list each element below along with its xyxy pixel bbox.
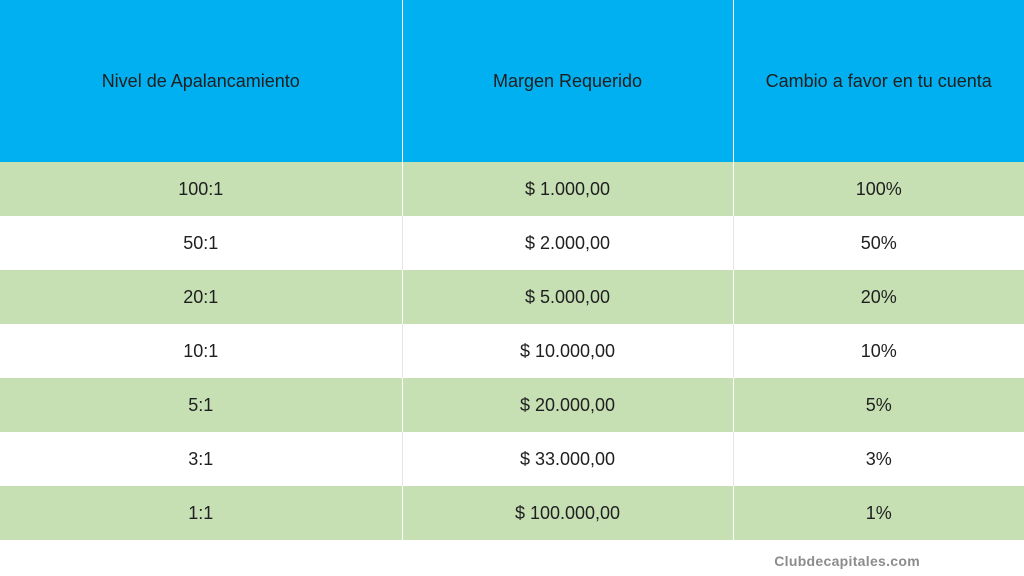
leverage-cell: 1:1 bbox=[0, 486, 402, 540]
leverage-cell: 3:1 bbox=[0, 432, 402, 486]
header-required-margin: Margen Requerido bbox=[402, 0, 733, 162]
change-cell: 100% bbox=[733, 162, 1024, 216]
margin-cell: $ 10.000,00 bbox=[402, 324, 733, 378]
table-row bbox=[0, 216, 1024, 270]
margin-cell: $ 5.000,00 bbox=[402, 270, 733, 324]
header-account-change: Cambio a favor en tu cuenta bbox=[733, 0, 1024, 162]
leverage-cell: 5:1 bbox=[0, 378, 402, 432]
change-cell: 5% bbox=[733, 378, 1024, 432]
change-cell: 3% bbox=[733, 432, 1024, 486]
leverage-cell: 10:1 bbox=[0, 324, 402, 378]
table-header-row bbox=[0, 0, 1024, 162]
table-row bbox=[0, 270, 1024, 324]
margin-cell: $ 2.000,00 bbox=[402, 216, 733, 270]
change-cell: 20% bbox=[733, 270, 1024, 324]
header-leverage-level: Nivel de Apalancamiento bbox=[0, 0, 402, 162]
change-cell: 50% bbox=[733, 216, 1024, 270]
change-cell: 1% bbox=[733, 486, 1024, 540]
table-row bbox=[0, 378, 1024, 432]
margin-cell: $ 100.000,00 bbox=[402, 486, 733, 540]
leverage-cell: 100:1 bbox=[0, 162, 402, 216]
leverage-cell: 50:1 bbox=[0, 216, 402, 270]
table-row bbox=[0, 486, 1024, 540]
table-row bbox=[0, 432, 1024, 486]
table-row bbox=[0, 324, 1024, 378]
margin-cell: $ 20.000,00 bbox=[402, 378, 733, 432]
margin-cell: $ 33.000,00 bbox=[402, 432, 733, 486]
change-cell: 10% bbox=[733, 324, 1024, 378]
margin-cell: $ 1.000,00 bbox=[402, 162, 733, 216]
table-row bbox=[0, 162, 1024, 216]
site-watermark: Clubdecapitales.com bbox=[774, 553, 920, 569]
leverage-cell: 20:1 bbox=[0, 270, 402, 324]
